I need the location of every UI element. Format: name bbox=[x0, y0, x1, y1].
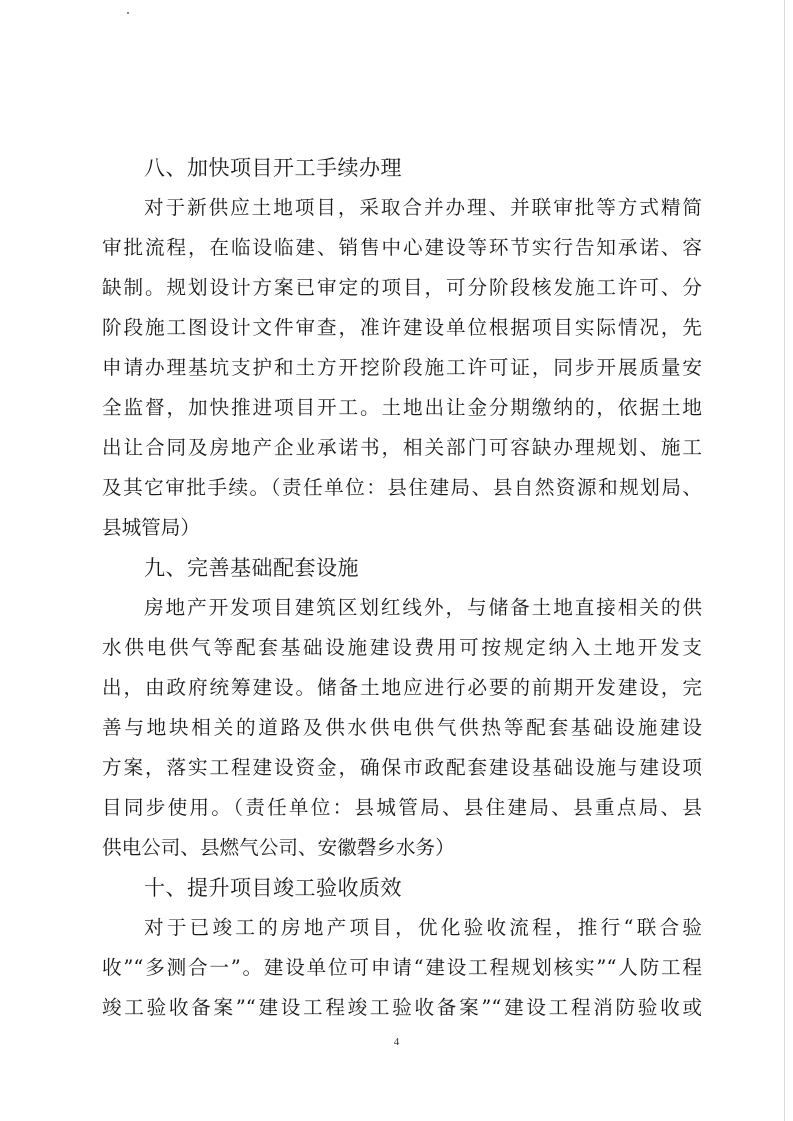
paragraph-line: 对于已竣工的房地产项目，优化验收流程，推行“联合验 bbox=[144, 916, 702, 939]
scan-speck bbox=[127, 12, 129, 14]
paragraph-line: 竣工验收备案”“建设工程竣工验收备案”“建设工程消防验收或 bbox=[102, 996, 702, 1019]
document-body bbox=[102, 148, 702, 1028]
paragraph-line: 方案，落实工程建设资金，确保市政配套建设基础设施与建设项 bbox=[102, 756, 702, 779]
paragraph-line: 缺制。规划设计方案已审定的项目，可分阶段核发施工许可、分 bbox=[102, 276, 702, 299]
paragraph-line: 申请办理基坑支护和土方开挖阶段施工许可证，同步开展质量安 bbox=[102, 356, 702, 379]
paragraph-line: 阶段施工图设计文件审查，准许建设单位根据项目实际情况，先 bbox=[102, 316, 702, 339]
paragraph-line: 出让合同及房地产企业承诺书，相关部门可容缺办理规划、施工 bbox=[102, 436, 702, 459]
section-heading-9: 九、完善基础配套设施 bbox=[144, 556, 359, 580]
paragraph-line: 房地产开发项目建筑区划红线外，与储备土地直接相关的供 bbox=[144, 596, 702, 619]
section-heading-10: 十、提升项目竣工验收质效 bbox=[144, 876, 402, 900]
scan-edge-shadow bbox=[784, 0, 785, 1121]
page-number: 4 bbox=[393, 1036, 400, 1048]
paragraph-line: 水供电供气等配套基础设施建设费用可按规定纳入土地开发支 bbox=[102, 636, 702, 659]
paragraph-line: 出，由政府统筹建设。储备土地应进行必要的前期开发建设，完 bbox=[102, 676, 702, 699]
paragraph-line: 全监督，加快推进项目开工。土地出让金分期缴纳的，依据土地 bbox=[102, 396, 702, 419]
paragraph-line: 审批流程，在临设临建、销售中心建设等环节实行告知承诺、容 bbox=[102, 236, 702, 259]
paragraph-line: 县城管局） bbox=[102, 516, 200, 539]
paragraph-line: 善与地块相关的道路及供水供电供气供热等配套基础设施建设 bbox=[102, 716, 702, 739]
section-heading-8: 八、加快项目开工手续办理 bbox=[144, 156, 402, 180]
paragraph-line: 及其它审批手续。（责任单位：县住建局、县自然资源和规划局、 bbox=[102, 476, 702, 499]
paragraph-line: 供电公司、县燃气公司、安徽磬乡水务） bbox=[102, 836, 455, 859]
paragraph-line: 目同步使用。（责任单位：县城管局、县住建局、县重点局、县 bbox=[102, 796, 702, 819]
paragraph-line: 收”“多测合一”。建设单位可申请“建设工程规划核实”“人防工程 bbox=[102, 956, 702, 979]
paragraph-line: 对于新供应土地项目，采取合并办理、并联审批等方式精简 bbox=[144, 196, 702, 219]
